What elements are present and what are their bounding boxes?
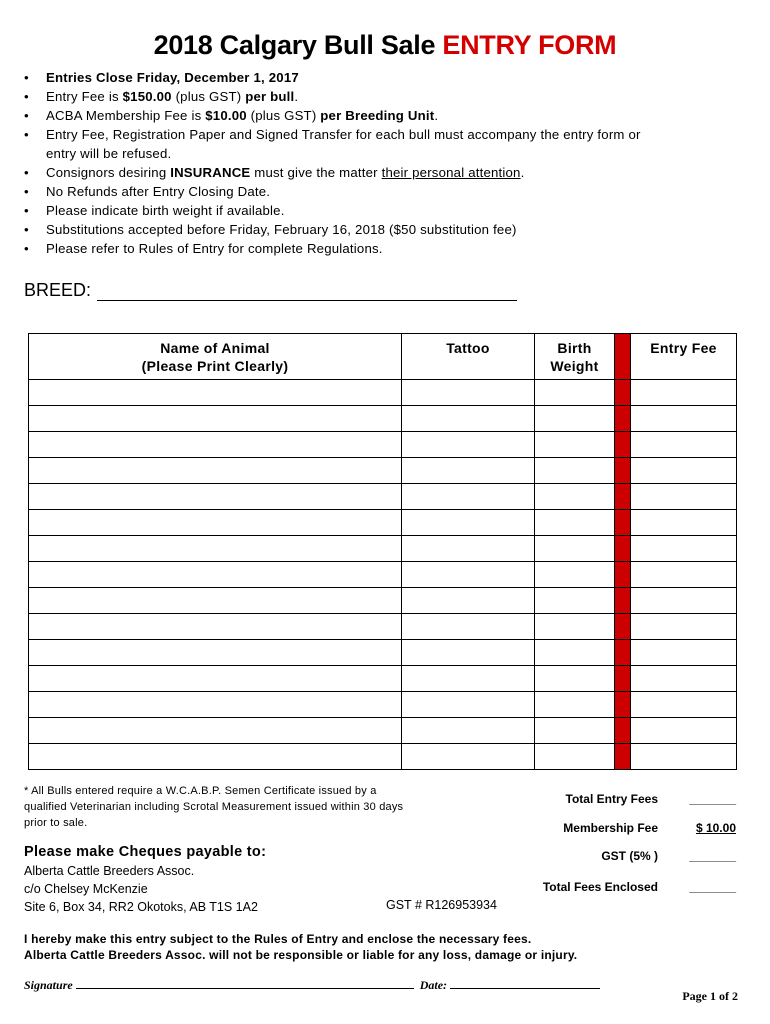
list-item: [24, 87, 644, 106]
tattoo-cell[interactable]: [402, 718, 535, 744]
table-row: [29, 432, 737, 458]
animal-name-cell[interactable]: [29, 588, 402, 614]
total-entry-fees-row: [500, 792, 740, 810]
membership-fee-label: Membership Fee: [563, 821, 658, 835]
entry-fee-cell[interactable]: [631, 666, 737, 692]
birth-weight-cell[interactable]: [535, 380, 615, 406]
birth-weight-cell[interactable]: [535, 510, 615, 536]
red-column-cell: [615, 458, 631, 484]
birth-weight-cell[interactable]: [535, 640, 615, 666]
address-line: c/o Chelsey McKenzie: [24, 882, 148, 896]
insurance-word: INSURANCE: [170, 165, 251, 180]
table-row: [29, 380, 737, 406]
tattoo-cell[interactable]: [402, 536, 535, 562]
list-item: [24, 163, 644, 182]
red-column-cell: [615, 744, 631, 770]
fee-per: per bull: [245, 89, 295, 104]
entry-fee-cell[interactable]: [631, 744, 737, 770]
table-row: [29, 718, 737, 744]
semen-certificate-note: * All Bulls entered require a W.C.A.B.P. Semen Certificate issued by a qualified Veterinarian including Scrotal Measurement issued within 30 days prior to sale.: [24, 785, 404, 829]
list-item: [24, 68, 644, 87]
signature-line[interactable]: [76, 978, 414, 989]
declaration-line: Alberta Cattle Breeders Assoc. will not be responsible or liable for any loss, damage or injury.: [24, 948, 578, 962]
col-name-label: Name of Animal: [160, 340, 270, 356]
col-name-header: [29, 334, 402, 380]
total-entry-fees-value[interactable]: _______: [689, 792, 736, 806]
red-column-cell: [615, 484, 631, 510]
animal-name-cell[interactable]: [29, 406, 402, 432]
tattoo-cell[interactable]: [402, 614, 535, 640]
col-birth-header: [535, 334, 615, 380]
signature-label: Signature: [24, 978, 73, 992]
tattoo-cell[interactable]: [402, 380, 535, 406]
tattoo-cell[interactable]: [402, 588, 535, 614]
tattoo-cell[interactable]: [402, 432, 535, 458]
membership-per: per Breeding Unit: [320, 108, 435, 123]
table-row: [29, 510, 737, 536]
list-item: [24, 201, 644, 220]
tattoo-cell[interactable]: [402, 744, 535, 770]
insurance-text: Consignors desiring: [46, 165, 171, 180]
refunds-text: No Refunds after Entry Closing Date.: [46, 184, 271, 199]
date-line[interactable]: [450, 978, 600, 989]
table-body: [29, 380, 737, 770]
breed-field: [24, 280, 517, 301]
table-header: [29, 334, 737, 380]
entry-fee-cell[interactable]: [631, 380, 737, 406]
total-enclosed-value[interactable]: _______: [689, 880, 736, 894]
animal-name-cell[interactable]: [29, 536, 402, 562]
breed-label: BREED:: [24, 280, 92, 300]
membership-gst: (plus GST): [246, 108, 321, 123]
membership-text: ACBA Membership Fee is: [46, 108, 206, 123]
birth-weight-cell[interactable]: [535, 718, 615, 744]
tattoo-cell[interactable]: [402, 510, 535, 536]
animal-name-cell[interactable]: [29, 744, 402, 770]
membership-period: .: [434, 108, 439, 123]
red-column-cell: [615, 588, 631, 614]
entry-fee-cell[interactable]: [631, 588, 737, 614]
animal-name-cell[interactable]: [29, 380, 402, 406]
table-row: [29, 744, 737, 770]
tattoo-cell[interactable]: [402, 692, 535, 718]
animal-name-cell[interactable]: [29, 510, 402, 536]
table-row: [29, 666, 737, 692]
page-number: Page 1 of 2: [682, 989, 738, 1003]
col-fee-header: [631, 334, 737, 380]
list-item: [24, 182, 644, 201]
insurance-attention: their personal attention: [381, 165, 521, 180]
red-column-cell: [615, 614, 631, 640]
red-column-cell: [615, 406, 631, 432]
breed-input-line[interactable]: [97, 286, 517, 301]
animal-name-cell[interactable]: [29, 614, 402, 640]
form-title: [0, 30, 770, 61]
birth-weight-cell[interactable]: [535, 562, 615, 588]
entry-table: [28, 333, 737, 770]
entry-fee-cell[interactable]: [631, 484, 737, 510]
signature-block: [24, 978, 600, 993]
tattoo-cell[interactable]: [402, 666, 535, 692]
tattoo-cell[interactable]: [402, 484, 535, 510]
col-name-sublabel: (Please Print Clearly): [141, 358, 289, 374]
tattoo-cell[interactable]: [402, 458, 535, 484]
table-row: [29, 692, 737, 718]
fee-period: .: [294, 89, 299, 104]
animal-name-cell[interactable]: [29, 692, 402, 718]
red-column-header: [615, 334, 631, 380]
date-label: Date:: [419, 978, 448, 992]
animal-name-cell[interactable]: [29, 718, 402, 744]
insurance-period: .: [520, 165, 525, 180]
entry-fee-cell[interactable]: [631, 640, 737, 666]
entry-fee-cell[interactable]: [631, 536, 737, 562]
tattoo-cell[interactable]: [402, 406, 535, 432]
gst-label: GST (5% ): [601, 849, 658, 863]
col-tattoo-header: [402, 334, 535, 380]
birth-weight-cell[interactable]: [535, 406, 615, 432]
red-column-cell: [615, 510, 631, 536]
table-row: [29, 458, 737, 484]
title-accent: ENTRY FORM: [442, 30, 617, 60]
table-row: [29, 484, 737, 510]
col-birth-sublabel: Weight: [550, 358, 599, 374]
fee-gst: (plus GST): [171, 89, 246, 104]
col-fee-label: Entry Fee: [650, 340, 717, 356]
declaration-line: I hereby make this entry subject to the Rules of Entry and enclose the necessary fees.: [24, 932, 532, 946]
entry-fee-cell[interactable]: [631, 562, 737, 588]
total-enclosed-row: [500, 880, 740, 898]
tattoo-cell[interactable]: [402, 562, 535, 588]
list-item: [24, 220, 644, 239]
fee-text: Entry Fee is: [46, 89, 123, 104]
animal-name-cell[interactable]: [29, 562, 402, 588]
membership-fee-value: $ 10.00: [695, 821, 736, 835]
birth-weight-text: Please indicate birth weight if available.: [46, 203, 285, 218]
list-item: [24, 239, 644, 258]
entry-fee-cell[interactable]: [631, 718, 737, 744]
table-row: [29, 536, 737, 562]
list-item: [24, 125, 644, 163]
address-line: Site 6, Box 34, RR2 Okotoks, AB T1S 1A2: [24, 900, 258, 914]
entry-fee-cell[interactable]: [631, 458, 737, 484]
red-column-cell: [615, 536, 631, 562]
red-column-cell: [615, 432, 631, 458]
insurance-text-2: must give the matter: [250, 165, 382, 180]
entry-fee-cell[interactable]: [631, 510, 737, 536]
payee-address: [24, 862, 258, 916]
entry-fee-cell[interactable]: [631, 432, 737, 458]
membership-fee-row: [500, 821, 740, 839]
birth-weight-cell[interactable]: [535, 588, 615, 614]
birth-weight-cell[interactable]: [535, 458, 615, 484]
animal-name-cell[interactable]: [29, 640, 402, 666]
tattoo-cell[interactable]: [402, 640, 535, 666]
gst-value[interactable]: _______: [689, 849, 736, 863]
papers-text: Entry Fee, Registration Paper and Signed Transfer for each bull must accompany the entry form or entry will be refused.: [46, 127, 641, 161]
cheques-heading: Please make Cheques payable to:: [24, 844, 267, 860]
list-item: [24, 106, 644, 125]
title-main: 2018 Calgary Bull Sale: [153, 30, 443, 60]
rules-list: [24, 68, 644, 258]
declaration: [24, 931, 577, 963]
red-column-cell: [615, 640, 631, 666]
col-tattoo-label: Tattoo: [446, 340, 490, 356]
red-column-cell: [615, 380, 631, 406]
birth-weight-cell[interactable]: [535, 614, 615, 640]
birth-weight-cell[interactable]: [535, 692, 615, 718]
birth-weight-cell[interactable]: [535, 432, 615, 458]
substitutions-text: Substitutions accepted before Friday, February 16, 2018 ($50 substitution fee): [46, 222, 517, 237]
total-enclosed-label: Total Fees Enclosed: [542, 880, 658, 894]
rules-ref-text: Please refer to Rules of Entry for complete Regulations.: [46, 241, 383, 256]
table-row: [29, 588, 737, 614]
birth-weight-cell[interactable]: [535, 484, 615, 510]
entry-fee-cell[interactable]: [631, 692, 737, 718]
birth-weight-cell[interactable]: [535, 744, 615, 770]
gst-number: GST # R126953934: [386, 898, 497, 912]
table-row: [29, 614, 737, 640]
table-row: [29, 562, 737, 588]
entries-close-text: Entries Close Friday, December 1, 2017: [46, 70, 299, 85]
red-column-cell: [615, 718, 631, 744]
animal-name-cell[interactable]: [29, 432, 402, 458]
animal-name-cell[interactable]: [29, 666, 402, 692]
table-row: [29, 406, 737, 432]
birth-weight-cell[interactable]: [535, 536, 615, 562]
animal-name-cell[interactable]: [29, 484, 402, 510]
entry-fee-cell[interactable]: [631, 406, 737, 432]
entry-fee-cell[interactable]: [631, 614, 737, 640]
total-entry-fees-label: Total Entry Fees: [565, 792, 658, 806]
fee-amount: $150.00: [122, 89, 172, 104]
address-line: Alberta Cattle Breeders Assoc.: [24, 864, 195, 878]
gst-row: [500, 849, 740, 867]
birth-weight-cell[interactable]: [535, 666, 615, 692]
red-column-cell: [615, 692, 631, 718]
red-column-cell: [615, 666, 631, 692]
table-row: [29, 640, 737, 666]
animal-name-cell[interactable]: [29, 458, 402, 484]
membership-amount: $10.00: [205, 108, 247, 123]
col-birth-label: Birth: [557, 340, 592, 356]
red-column-cell: [615, 562, 631, 588]
